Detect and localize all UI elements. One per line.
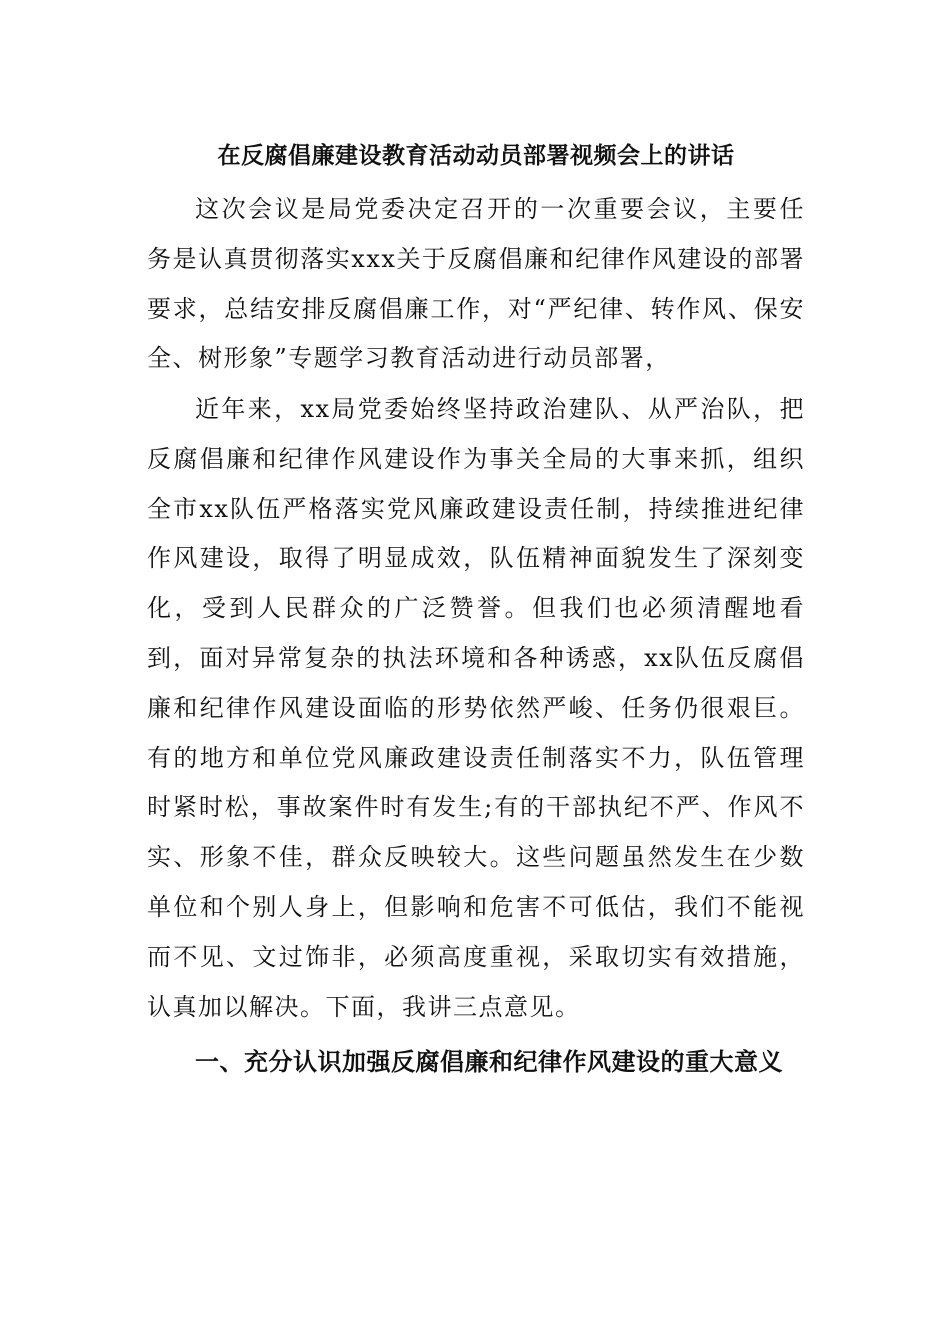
section-heading-1: 一、充分认识加强反腐倡廉和纪律作风建设的重大意义 <box>195 1047 783 1076</box>
document-title: 在反腐倡廉建设教育活动动员部署视频会上的讲话 <box>217 142 735 169</box>
body-paragraph-2: 近年来，xx局党委始终坚持政治建队、从严治队，把反腐倡廉和纪律作风建设作为事关全局的大事来抓，组织全市xx队伍严格落实党风廉政建设责任制，持续推进纪律作风建设，取得了明显成效，队伍精神面貌发生了深刻变化，受到人民群众的广泛赞誉。但我们也必须清醒地看到，面对异常复杂的执法环境和各种诱惑，xx队伍反腐倡廉和纪律作风建设面临的形势依然严峻、任务仍很艰巨。有的地方和单位党风廉政建设责任制落实不力，队伍管理时紧时松，事故案件时有发生;有的干部执纪不严、作风不实、形象不佳，群众反映较大。这些问题虽然发生在少数单位和个别人身上，但影响和危害不可低估，我们不能视而不见、文过饰非，必须高度重视，采取切实有效措施，认真加以解决。下面，我讲三点意见。 <box>147 395 805 1021</box>
body-paragraph-1: 这次会议是局党委决定召开的一次重要会议，主要任务是认真贯彻落实xxx关于反腐倡廉和纪律作风建设的部署要求，总结安排反腐倡廉工作，对“严纪律、转作风、保安全、树形象”专题学习教育活动进行动员部署， <box>147 195 805 373</box>
